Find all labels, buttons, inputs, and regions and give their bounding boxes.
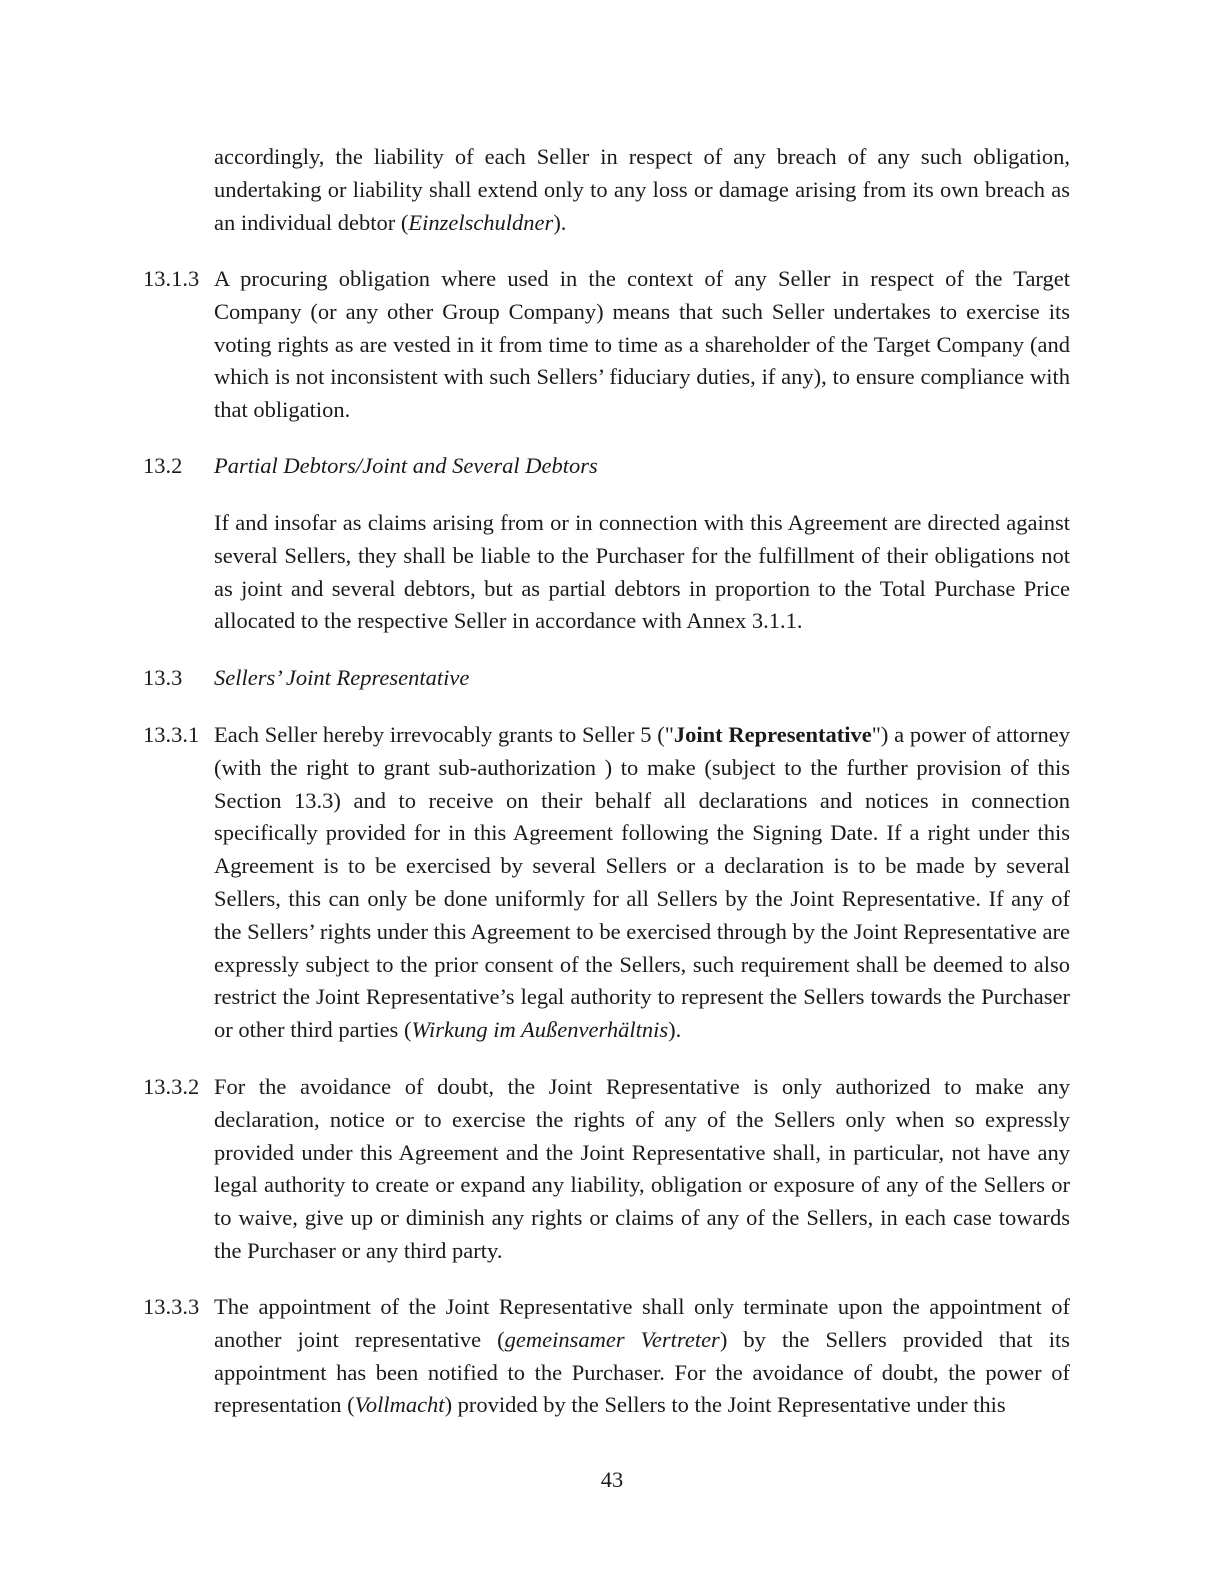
section-number-13-2: 13.2: [143, 453, 183, 478]
section-number-13-1-3: 13.1.3: [143, 266, 200, 291]
section-number-13-3-2: 13.3.2: [143, 1074, 200, 1099]
text-run: The appointment of the Joint Representative shall only terminate upon the appointment of another joint representative (: [214, 1294, 1070, 1352]
section-13-3-2-text: For the avoidance of doubt, the Joint Representative is only authorized to make any declaration, notice or to exercise the rights of any of the Sellers only when so expressly provided under this Agreement and the Joint Representative shall, in particular, not have any legal authority to create or expand any liability, obligation or exposure of any of the Sellers or to waive, give up or diminish any rights or claims of any of the Sellers, in each case towards the Purchaser or any third party.: [214, 1074, 1070, 1263]
section-number-13-3-1: 13.3.1: [143, 722, 200, 747]
defined-term: Joint Representative: [673, 722, 872, 747]
italic-term: Einzelschuldner: [408, 209, 554, 235]
text-run: accordingly, the liability of each Seller in respect of any breach of any such obligation, undertaking or liability shall extend only to any loss or damage arising from its own breach as an individual debtor (: [214, 144, 1070, 235]
section-13-2-heading: Partial Debtors/Joint and Several Debtors: [214, 453, 598, 478]
text-run: ).: [553, 209, 567, 235]
section-13-3-heading: Sellers’ Joint Representative: [214, 665, 470, 690]
section-number-13-3-3: 13.3.3: [143, 1294, 200, 1319]
section-number-13-3: 13.3: [143, 665, 183, 690]
italic-term: Wirkung im Außenverhältnis: [411, 1017, 669, 1043]
italic-term: gemeinsamer Vertreter: [504, 1326, 720, 1352]
text-run: Each Seller hereby irrevocably grants to Seller 5 (": [214, 722, 674, 747]
paragraph-continuation: [214, 141, 1070, 239]
section-13-3-1-text: [214, 719, 1070, 1047]
text-run: ") a power of attorney (with the right to grant sub-authorization ) to make (subject to the further provision of this Section 13.3) and to receive on their behalf all declarations and notices in connection specifically provided for in this Agreement following the Signing Date. If a right under this Agreement is to be exercised by several Sellers or a declaration is to be made by several Sellers, this can only be done uniformly for all Sellers by the Joint Representative. If any of the Sellers’ rights under this Agreement to be exercised through by the Joint Representative are expressly subject to the prior consent of the Sellers, such requirement shall be deemed to also restrict the Joint Representative’s legal authority to represent the Sellers towards the Purchaser or other third parties (: [214, 722, 1070, 1043]
section-13-2-text: If and insofar as claims arising from or in connection with this Agreement are directed against several Sellers, they shall be liable to the Purchaser for the fulfillment of their obligations not as joint and several debtors, but as partial debtors in proportion to the Total Purchase Price allocated to the respective Seller in accordance with Annex 3.1.1.: [214, 510, 1070, 634]
italic-term: Vollmacht: [354, 1392, 445, 1418]
text-run: ) by the Sellers provided that its appointment has been notified to the Purchaser. For the avoidance of doubt, the power of representation (: [214, 1326, 1070, 1418]
section-13-3-3-text: [214, 1291, 1070, 1422]
page-number: 43: [600, 1467, 624, 1492]
text-run: ).: [668, 1017, 682, 1043]
section-13-1-3-text: A procuring obligation where used in the context of any Seller in respect of the Target Company (or any other Group Company) means that such Seller undertakes to exercise its voting rights as are vested in it from time to time as a shareholder of the Target Company (and which is not inconsistent with such Sellers’ fiduciary duties, if any), to ensure compliance with that obligation.: [214, 266, 1070, 423]
text-run: ) provided by the Sellers to the Joint Representative under this: [444, 1392, 1006, 1418]
